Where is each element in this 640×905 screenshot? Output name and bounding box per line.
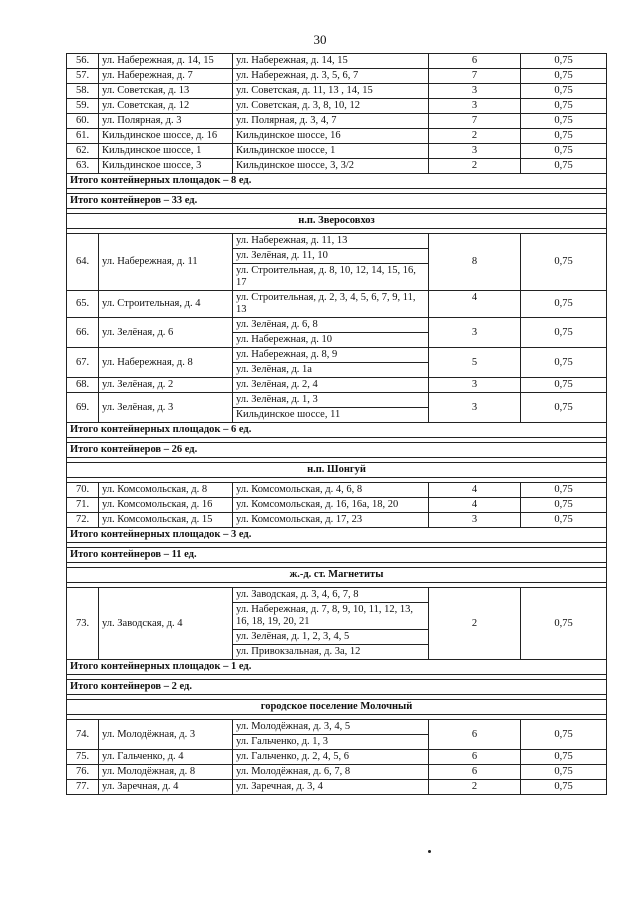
summary-row <box>67 174 607 189</box>
site-row <box>67 720 607 735</box>
site-row <box>67 318 607 333</box>
served-address: ул. Гальченко, д. 2, 4, 5, 6 <box>233 750 429 765</box>
summary-text: Итого контейнеров – 26 ед. <box>67 443 607 458</box>
container-volume: 0,75 <box>521 513 607 528</box>
section-title: ж.-д. ст. Магнетиты <box>67 568 607 583</box>
summary-row <box>67 680 607 695</box>
served-address: ул. Заводская, д. 3, 4, 6, 7, 8 <box>233 588 429 603</box>
served-address: ул. Советская, д. 11, 13 , 14, 15 <box>233 84 429 99</box>
container-count: 8 <box>429 234 521 291</box>
site-location: Кильдинское шоссе, 3 <box>99 159 233 174</box>
site-number: 56. <box>67 54 99 69</box>
served-address: ул. Комсомольская, д. 16, 16а, 18, 20 <box>233 498 429 513</box>
container-volume: 0,75 <box>521 84 607 99</box>
site-row <box>67 588 607 603</box>
site-number: 73. <box>67 588 99 660</box>
site-location: ул. Комсомольская, д. 8 <box>99 483 233 498</box>
site-number: 59. <box>67 99 99 114</box>
site-location: ул. Набережная, д. 8 <box>99 348 233 378</box>
section-header-row <box>67 214 607 229</box>
served-address: ул. Зелёная, д. 11, 10 <box>233 249 429 264</box>
site-location: ул. Полярная, д. 3 <box>99 114 233 129</box>
container-sites-table <box>66 53 607 795</box>
site-row <box>67 498 607 513</box>
site-row <box>67 144 607 159</box>
container-volume: 0,75 <box>521 144 607 159</box>
served-address: ул. Полярная, д. 3, 4, 7 <box>233 114 429 129</box>
summary-text: Итого контейнерных площадок – 1 ед. <box>67 660 607 675</box>
container-volume: 0,75 <box>521 159 607 174</box>
summary-row <box>67 194 607 209</box>
site-location: Кильдинское шоссе, 1 <box>99 144 233 159</box>
container-count: 2 <box>429 588 521 660</box>
summary-row <box>67 660 607 675</box>
container-volume: 0,75 <box>521 588 607 660</box>
site-number: 61. <box>67 129 99 144</box>
site-location: ул. Советская, д. 12 <box>99 99 233 114</box>
site-number: 67. <box>67 348 99 378</box>
site-location: ул. Молодёжная, д. 3 <box>99 720 233 750</box>
site-number: 76. <box>67 765 99 780</box>
site-row <box>67 159 607 174</box>
served-address: ул. Молодёжная, д. 3, 4, 5 <box>233 720 429 735</box>
site-row <box>67 513 607 528</box>
served-address: ул. Комсомольская, д. 4, 6, 8 <box>233 483 429 498</box>
served-address: ул. Набережная, д. 8, 9 <box>233 348 429 363</box>
site-row <box>67 291 607 318</box>
site-number: 58. <box>67 84 99 99</box>
site-row <box>67 765 607 780</box>
served-address: ул. Зелёная, д. 2, 4 <box>233 378 429 393</box>
container-volume: 0,75 <box>521 69 607 84</box>
site-number: 57. <box>67 69 99 84</box>
summary-row <box>67 528 607 543</box>
summary-row <box>67 548 607 563</box>
section-header-row <box>67 700 607 715</box>
site-number: 64. <box>67 234 99 291</box>
site-row <box>67 393 607 408</box>
container-volume: 0,75 <box>521 54 607 69</box>
site-number: 68. <box>67 378 99 393</box>
container-count: 3 <box>429 84 521 99</box>
site-row <box>67 780 607 795</box>
site-location: ул. Заречная, д. 4 <box>99 780 233 795</box>
summary-row <box>67 443 607 458</box>
served-address: ул. Заречная, д. 3, 4 <box>233 780 429 795</box>
container-volume: 0,75 <box>521 378 607 393</box>
site-row <box>67 99 607 114</box>
served-address: ул. Набережная, д. 11, 13 <box>233 234 429 249</box>
served-address: ул. Комсомольская, д. 17, 23 <box>233 513 429 528</box>
section-title: н.п. Зверосовхоз <box>67 214 607 229</box>
site-location: ул. Комсомольская, д. 15 <box>99 513 233 528</box>
container-count: 6 <box>429 750 521 765</box>
served-address: ул. Зелёная, д. 1, 2, 3, 4, 5 <box>233 630 429 645</box>
container-volume: 0,75 <box>521 129 607 144</box>
site-number: 62. <box>67 144 99 159</box>
site-location: ул. Зелёная, д. 2 <box>99 378 233 393</box>
container-volume: 0,75 <box>521 750 607 765</box>
site-location: ул. Советская, д. 13 <box>99 84 233 99</box>
site-location: ул. Набережная, д. 14, 15 <box>99 54 233 69</box>
summary-row <box>67 423 607 438</box>
site-location: ул. Зелёная, д. 6 <box>99 318 233 348</box>
container-volume: 0,75 <box>521 483 607 498</box>
site-row <box>67 234 607 249</box>
site-row <box>67 69 607 84</box>
site-row <box>67 114 607 129</box>
summary-text: Итого контейнерных площадок – 8 ед. <box>67 174 607 189</box>
container-volume: 0,75 <box>521 318 607 348</box>
site-row <box>67 129 607 144</box>
container-count: 3 <box>429 318 521 348</box>
site-location: ул. Заводская, д. 4 <box>99 588 233 660</box>
served-address: ул. Зелёная, д. 1а <box>233 363 429 378</box>
section-header-row <box>67 568 607 583</box>
container-count: 3 <box>429 144 521 159</box>
section-header-row <box>67 463 607 478</box>
container-count: 2 <box>429 159 521 174</box>
container-volume: 0,75 <box>521 114 607 129</box>
served-address: ул. Набережная, д. 3, 5, 6, 7 <box>233 69 429 84</box>
container-volume: 0,75 <box>521 720 607 750</box>
site-number: 60. <box>67 114 99 129</box>
served-address: ул. Гальченко, д. 1, 3 <box>233 735 429 750</box>
site-location: ул. Молодёжная, д. 8 <box>99 765 233 780</box>
site-location: ул. Набережная, д. 11 <box>99 234 233 291</box>
site-row <box>67 483 607 498</box>
container-count: 3 <box>429 99 521 114</box>
container-count: 5 <box>429 348 521 378</box>
site-number: 75. <box>67 750 99 765</box>
summary-text: Итого контейнеров – 11 ед. <box>67 548 607 563</box>
container-count: 2 <box>429 780 521 795</box>
container-count: 2 <box>429 129 521 144</box>
served-address: ул. Советская, д. 3, 8, 10, 12 <box>233 99 429 114</box>
summary-text: Итого контейнерных площадок – 3 ед. <box>67 528 607 543</box>
page-number: 30 <box>313 32 327 47</box>
site-number: 66. <box>67 318 99 348</box>
served-address: Кильдинское шоссе, 16 <box>233 129 429 144</box>
served-address: ул. Набережная, д. 14, 15 <box>233 54 429 69</box>
container-count: 6 <box>429 765 521 780</box>
container-count: 6 <box>429 54 521 69</box>
site-location: ул. Набережная, д. 7 <box>99 69 233 84</box>
container-volume: 0,75 <box>521 393 607 423</box>
section-title: н.п. Шонгуй <box>67 463 607 478</box>
summary-text: Итого контейнеров – 33 ед. <box>67 194 607 209</box>
site-number: 63. <box>67 159 99 174</box>
site-number: 72. <box>67 513 99 528</box>
served-address: ул. Молодёжная, д. 6, 7, 8 <box>233 765 429 780</box>
container-volume: 0,75 <box>521 234 607 291</box>
served-address: ул. Зелёная, д. 6, 8 <box>233 318 429 333</box>
container-count: 3 <box>429 393 521 423</box>
container-volume: 0,75 <box>521 348 607 378</box>
site-number: 74. <box>67 720 99 750</box>
container-count: 4 <box>429 291 521 318</box>
summary-text: Итого контейнеров – 2 ед. <box>67 680 607 695</box>
site-location: ул. Комсомольская, д. 16 <box>99 498 233 513</box>
container-volume: 0,75 <box>521 765 607 780</box>
scan-dot <box>428 850 431 853</box>
container-count: 7 <box>429 69 521 84</box>
served-address: ул. Набережная, д. 7, 8, 9, 10, 11, 12, 13, 16, 18, 19, 20, 21 <box>233 603 429 630</box>
site-number: 71. <box>67 498 99 513</box>
served-address: Кильдинское шоссе, 1 <box>233 144 429 159</box>
site-location: Кильдинское шоссе, д. 16 <box>99 129 233 144</box>
served-address: ул. Строительная, д. 8, 10, 12, 14, 15, 16, 17 <box>233 264 429 291</box>
container-count: 4 <box>429 483 521 498</box>
container-volume: 0,75 <box>521 99 607 114</box>
section-title: городское поселение Молочный <box>67 700 607 715</box>
served-address: Кильдинское шоссе, 3, 3/2 <box>233 159 429 174</box>
served-address: ул. Набережная, д. 10 <box>233 333 429 348</box>
site-location: ул. Гальченко, д. 4 <box>99 750 233 765</box>
site-location: ул. Строительная, д. 4 <box>99 291 233 318</box>
container-count: 3 <box>429 513 521 528</box>
summary-text: Итого контейнерных площадок – 6 ед. <box>67 423 607 438</box>
container-volume: 0,75 <box>521 780 607 795</box>
site-row <box>67 348 607 363</box>
served-address: Кильдинское шоссе, 11 <box>233 408 429 423</box>
container-count: 4 <box>429 498 521 513</box>
site-row <box>67 54 607 69</box>
container-count: 7 <box>429 114 521 129</box>
container-volume: 0,75 <box>521 291 607 318</box>
site-location: ул. Зелёная, д. 3 <box>99 393 233 423</box>
site-row <box>67 84 607 99</box>
site-row <box>67 378 607 393</box>
served-address: ул. Строительная, д. 2, 3, 4, 5, 6, 7, 9, 11, 13 <box>233 291 429 318</box>
container-count: 3 <box>429 378 521 393</box>
site-number: 77. <box>67 780 99 795</box>
container-count: 6 <box>429 720 521 750</box>
site-number: 70. <box>67 483 99 498</box>
table-body <box>67 54 607 795</box>
site-number: 65. <box>67 291 99 318</box>
container-volume: 0,75 <box>521 498 607 513</box>
served-address: ул. Зелёная, д. 1, 3 <box>233 393 429 408</box>
served-address: ул. Привокзальная, д. 3а, 12 <box>233 645 429 660</box>
site-row <box>67 750 607 765</box>
site-number: 69. <box>67 393 99 423</box>
